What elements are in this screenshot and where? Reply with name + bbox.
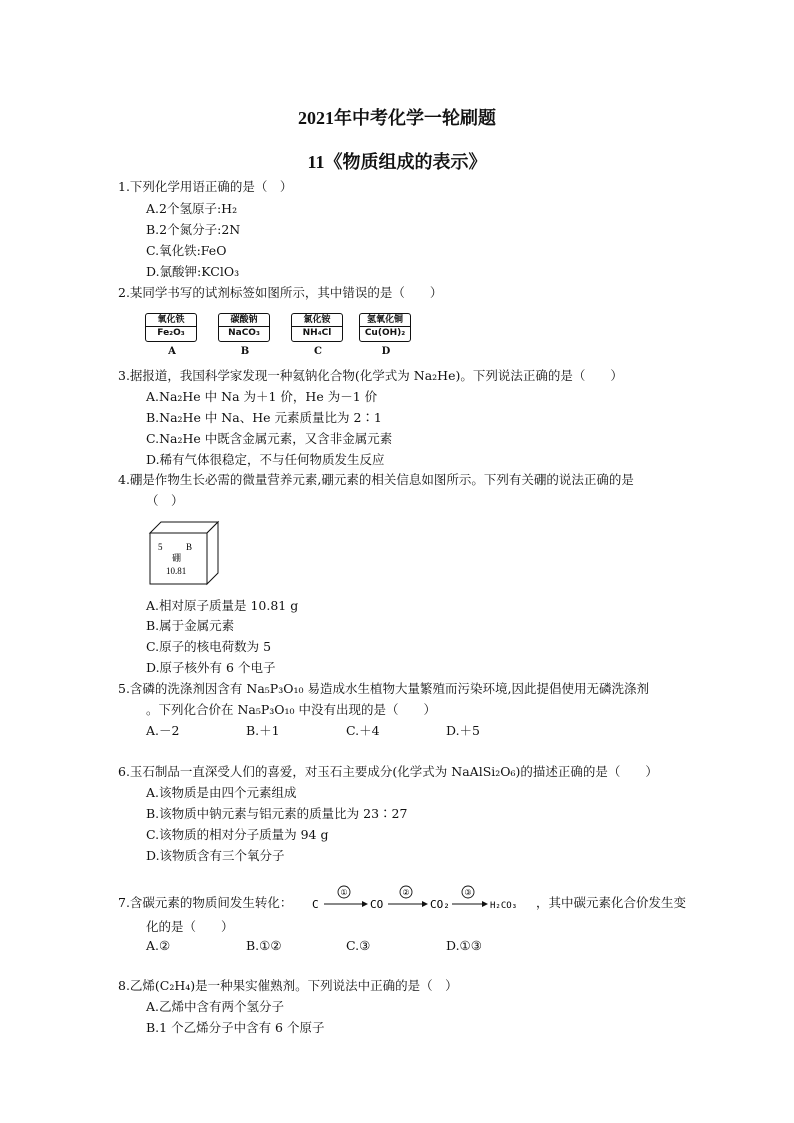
reagent-label-letter: D xyxy=(381,346,391,357)
carbon-conversion-chain xyxy=(312,884,518,916)
question-5-stem-continued: 。下列化合价在 Na₅P₃O₁₀ 中没有出现的是（ ） xyxy=(146,702,437,717)
question-2-stem: 2.某同学书写的试剂标签如图所示，其中错误的是（ ） xyxy=(118,285,443,300)
question-7-option-c: C.③ xyxy=(346,938,371,953)
question-1-stem: 1.下列化学用语正确的是（ ） xyxy=(118,179,293,194)
reagent-label-letter: A xyxy=(168,346,176,357)
question-3-option-b: B.Na₂He 中 Na、He 元素质量比为 2∶1 xyxy=(146,410,382,425)
question-7-options xyxy=(146,937,546,955)
question-4-option-b: B.属于金属元素 xyxy=(146,618,235,633)
reagent-label-name: 碳酸钠 xyxy=(219,314,269,327)
question-8-stem: 8.乙烯(C₂H₄)是一种果实催熟剂。下列说法中正确的是（ ） xyxy=(118,978,458,993)
reagent-label-letter: C xyxy=(314,346,322,357)
question-3-option-c: C.Na₂He 中既含金属元素，又含非金属元素 xyxy=(146,431,393,446)
reagent-label-b xyxy=(218,313,270,342)
reagent-label-formula: NH₄Cl xyxy=(302,328,332,338)
question-1-option-b: B.2个氮分子:2N xyxy=(146,222,241,237)
question-5-option-d: D.＋5 xyxy=(446,723,481,738)
chain-step-label: ③ xyxy=(464,888,472,897)
arrow-head-icon xyxy=(362,901,368,907)
question-5-option-c: C.＋4 xyxy=(346,723,380,738)
reagent-label-d xyxy=(359,313,411,342)
chain-species: CO xyxy=(370,898,384,911)
element-symbol: B xyxy=(186,542,193,552)
element-atomic-mass: 10.81 xyxy=(166,566,187,576)
question-4-option-a: A.相对原子质量是 10.81 g xyxy=(146,598,299,613)
reagent-label-name: 氢氧化铜 xyxy=(360,314,410,327)
question-7-option-a: A.② xyxy=(146,938,171,953)
chain-step-label: ① xyxy=(340,888,348,897)
question-7-stem-end: ，其中碳元素化合价发生变 xyxy=(536,895,687,910)
question-1-option-a: A.2个氢原子:H₂ xyxy=(146,201,238,216)
question-4-option-c: C.原子的核电荷数为 5 xyxy=(146,639,272,654)
chain-step-label: ② xyxy=(402,888,410,897)
reagent-label-formula: NaCO₃ xyxy=(228,328,260,338)
question-8-option-a: A.乙烯中含有两个氢分子 xyxy=(146,999,285,1014)
reagent-label-formula: Fe₂O₃ xyxy=(157,328,185,338)
question-7-stem xyxy=(118,894,292,912)
question-3-option-a: A.Na₂He 中 Na 为＋1 价，He 为－1 价 xyxy=(146,389,378,404)
arrow-head-icon xyxy=(482,901,488,907)
question-3-option-d: D.稀有气体很稳定，不与任何物质发生反应 xyxy=(146,452,385,467)
reagent-label-name: 氧化铁 xyxy=(146,314,196,327)
question-5-stem: 5.含磷的洗涤剂因含有 Na₅P₃O₁₀ 易造成水生植物大量繁殖而污染环境,因此提倡使用无磷洗涤剂 xyxy=(118,681,649,696)
question-1-option-d: D.氯酸钾:KClO₃ xyxy=(146,264,240,279)
chain-species: C xyxy=(312,898,319,911)
question-7-stem-start: 7.含碳元素的物质间发生转化： xyxy=(118,895,293,910)
reagent-label-a xyxy=(145,313,197,342)
question-7-stem-continued: 化的是（ ） xyxy=(146,919,234,934)
reagent-label-name: 氯化铵 xyxy=(292,314,342,327)
reagent-label-c xyxy=(291,313,343,342)
page-title: 2021年中考化学一轮刷题 xyxy=(298,108,496,128)
question-5-option-b: B.＋1 xyxy=(246,723,280,738)
chain-species: H₂CO₃ xyxy=(490,901,518,911)
question-7-option-d: D.①③ xyxy=(446,938,482,953)
question-4-stem-continued: （ ） xyxy=(146,493,184,508)
question-5-options xyxy=(146,722,546,740)
arrow-head-icon xyxy=(422,901,428,907)
question-6-option-a: A.该物质是由四个元素组成 xyxy=(146,785,297,800)
reagent-label-formula: Cu(OH)₂ xyxy=(364,328,406,338)
question-4-option-d: D.原子核外有 6 个电子 xyxy=(146,660,276,675)
reagent-label-letter: B xyxy=(240,346,250,357)
element-name: 硼 xyxy=(172,553,182,563)
question-6-option-c: C.该物质的相对分子质量为 94 g xyxy=(146,827,329,842)
chain-species: CO₂ xyxy=(430,898,450,911)
question-3-stem: 3.据报道，我国科学家发现一种氦钠化合物(化学式为 Na₂He)。下列说法正确的是（ ） xyxy=(118,368,623,383)
element-atomic-number: 5 xyxy=(158,542,163,552)
question-8-option-b: B.1 个乙烯分子中含有 6 个原子 xyxy=(146,1020,325,1035)
question-7-option-b: B.①② xyxy=(246,938,282,953)
question-4-stem: 4.硼是作物生长必需的微量营养元素,硼元素的相关信息如图所示。下列有关硼的说法正确的是 xyxy=(118,472,634,487)
question-5-option-a: A.－2 xyxy=(146,723,180,738)
question-6-option-d: D.该物质含有三个氧分子 xyxy=(146,848,285,863)
boron-element-cell xyxy=(148,520,220,586)
page-subtitle: 11《物质组成的表示》 xyxy=(307,152,487,172)
question-6-stem: 6.玉石制品一直深受人们的喜爱，对玉石主要成分(化学式为 NaAlSi₂O₆)的描述正确的是（ ） xyxy=(118,764,658,779)
question-6-option-b: B.该物质中钠元素与铝元素的质量比为 23∶27 xyxy=(146,806,408,821)
question-1-option-c: C.氧化铁:FeO xyxy=(146,243,227,258)
